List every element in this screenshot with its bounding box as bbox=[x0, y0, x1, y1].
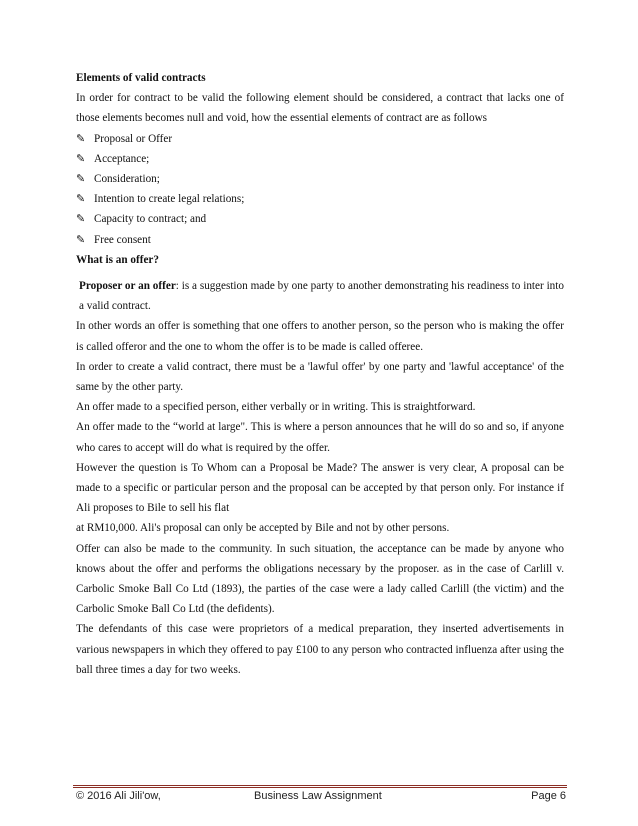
list-item: ✎ Intention to create legal relations; bbox=[76, 189, 564, 209]
page-footer bbox=[76, 790, 566, 808]
list-item: ✎ Capacity to contract; and bbox=[76, 209, 564, 229]
pencil-icon: ✎ bbox=[76, 233, 86, 246]
list-item: ✎ Acceptance; bbox=[76, 149, 564, 169]
community-paragraph: Offer can also be made to the community. In such situation, the acceptance can be made by anyone who knows about the offer and performs the obligations necessary by the proposer. as in the case of Carlill v. Carbolic Smoke Ball Co Ltd (1893), the parties of the case were a lady called Carlill (the victim) and the Carbolic Smoke Ball Co Ltd (the defidents). bbox=[76, 542, 564, 616]
pencil-icon: ✎ bbox=[76, 173, 86, 186]
offer-heading: What is an offer? bbox=[76, 253, 159, 266]
list-item: ✎ Free consent bbox=[76, 230, 564, 250]
list-item: ✎ Proposal or Offer bbox=[76, 129, 564, 149]
list-item: ✎ Consideration; bbox=[76, 169, 564, 189]
create-contract-paragraph: In order to create a valid contract, there must be a 'lawful offer' by one party and 'lawful acceptance' of the same by the other party. bbox=[76, 360, 564, 394]
footer-page-number: Page 6 bbox=[531, 790, 566, 802]
section-heading: Elements of valid contracts bbox=[76, 72, 206, 84]
elements-list bbox=[76, 129, 564, 250]
pencil-icon: ✎ bbox=[76, 213, 86, 226]
footer-copyright: © 2016 Ali Jili'ow, bbox=[76, 790, 161, 802]
proposer-paragraph bbox=[76, 276, 564, 316]
footer-title: Business Law Assignment bbox=[254, 790, 382, 802]
defendants-paragraph: The defendants of this case were proprietors of a medical preparation, they inserted advertisements in various newspapers in which they offered to pay £100 to any person who contracted influenza after using the ball three times a day for two weeks. bbox=[76, 623, 564, 676]
proposer-definition: : is a suggestion made by one party to another demonstrating his readiness to inter into a valid contract. bbox=[79, 280, 564, 313]
world-at-large-paragraph: An offer made to the “world at large". This is where a person announces that he will do so and so, if anyone who cares to accept will do what is required by the offer. bbox=[76, 421, 564, 454]
rm-paragraph: at RM10,000. Ali's proposal can only be accepted by Bile and not by other persons. bbox=[76, 522, 450, 535]
pencil-icon: ✎ bbox=[76, 193, 86, 206]
specified-person-paragraph: An offer made to a specified person, either verbally or in writing. This is straightforward. bbox=[76, 401, 476, 414]
intro-paragraph: In order for contract to be valid the following element should be considered, a contract that lacks one of those elements becomes null and void, how the essential elements of contract are as follows bbox=[76, 92, 564, 125]
proposer-term: Proposer or an offer bbox=[79, 280, 176, 293]
page-body bbox=[76, 68, 564, 680]
pencil-icon: ✎ bbox=[76, 132, 86, 145]
footer-divider bbox=[73, 785, 567, 786]
other-words-paragraph: In other words an offer is something that one offers to another person, so the person who is making the offer is called offeror and the one to whom the offer is to be made is called offeree. bbox=[76, 320, 564, 353]
pencil-icon: ✎ bbox=[76, 152, 86, 165]
to-whom-paragraph: However the question is To Whom can a Proposal be Made? The answer is very clear, A proposal can be made to a specific or particular person and the proposal can be accepted by that person only. For instance if Ali proposes to Bile to sell his flat bbox=[76, 461, 564, 515]
